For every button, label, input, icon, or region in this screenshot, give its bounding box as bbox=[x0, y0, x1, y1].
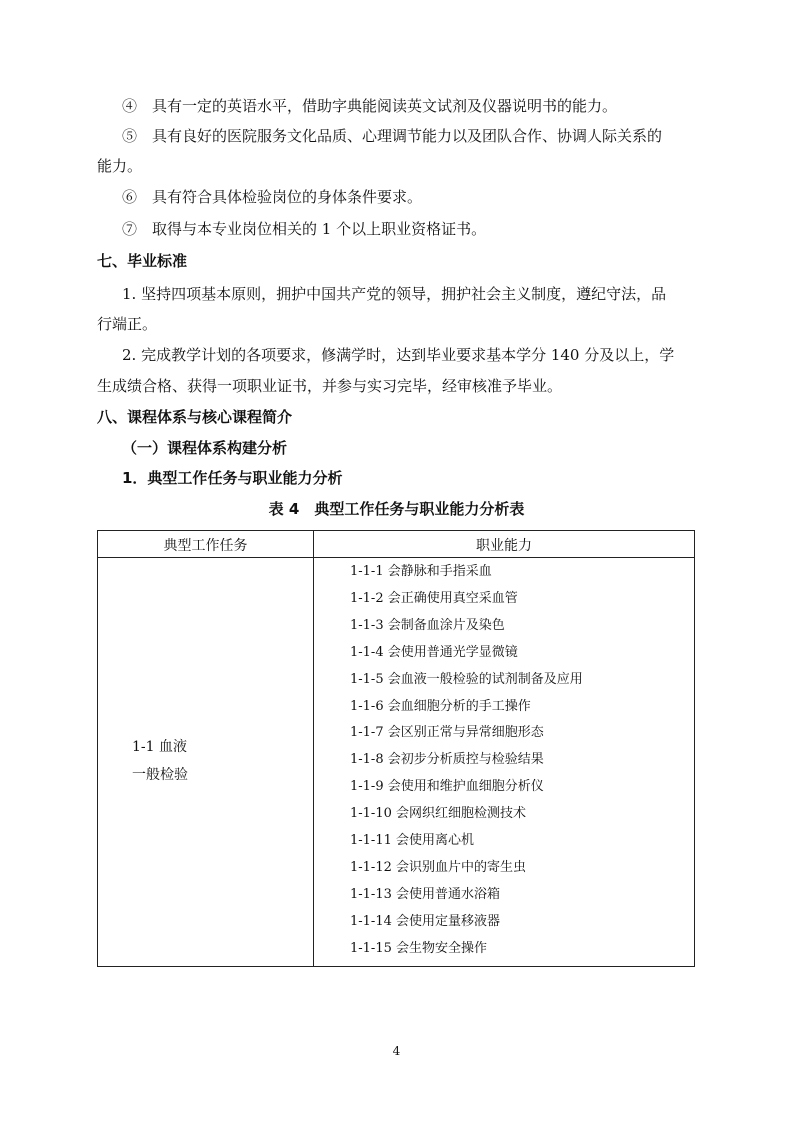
paragraph-item-4: ④ 具有一定的英语水平，借助字典能阅读英文试剂及仪器说明书的能力。 bbox=[122, 97, 618, 115]
table-header-ability: 职业能力 bbox=[476, 538, 532, 554]
graduation-item-2: 2. 完成教学计划的各项要求，修满学时，达到毕业要求基本学分 140 分及以上，学 bbox=[122, 346, 675, 364]
ability-item: 1-1-10 会网织红细胞检测技术 bbox=[350, 806, 527, 822]
paragraph-item-7: ⑦ 取得与本专业岗位相关的 1 个以上职业资格证书。 bbox=[122, 220, 487, 238]
graduation-item-2-cont: 生成绩合格、获得一项职业证书，并参与实习完毕，经审核准予毕业。 bbox=[97, 377, 563, 395]
task-label-line2: 一般检验 bbox=[132, 767, 188, 783]
graduation-item-1: 1. 坚持四项基本原则，拥护中国共产党的领导，拥护社会主义制度，遵纪守法，品 bbox=[122, 285, 667, 303]
ability-item: 1-1-14 会使用定量移液器 bbox=[350, 913, 501, 929]
ability-item: 1-1-2 会正确使用真空采血管 bbox=[350, 590, 518, 606]
ability-item: 1-1-3 会制备血涂片及染色 bbox=[350, 617, 505, 633]
ability-item: 1-1-1 会静脉和手指采血 bbox=[350, 564, 492, 579]
section-heading-graduation: 七、毕业标准 bbox=[97, 252, 188, 270]
ability-item: 1-1-7 会区别正常与异常细胞形态 bbox=[350, 725, 544, 741]
ability-item: 1-1-13 会使用普通水浴箱 bbox=[350, 886, 501, 902]
page-number: 4 bbox=[392, 1044, 401, 1058]
table-title: 表 4 典型工作任务与职业能力分析表 bbox=[268, 500, 525, 518]
paragraph-item-6: ⑥ 具有符合具体检验岗位的身体条件要求。 bbox=[122, 188, 423, 206]
section-heading-curriculum: 八、课程体系与核心课程简介 bbox=[97, 408, 293, 426]
ability-item: 1-1-12 会识别血片中的寄生虫 bbox=[350, 859, 527, 875]
ability-item: 1-1-8 会初步分析质控与检验结果 bbox=[350, 752, 544, 768]
ability-item: 1-1-11 会使用离心机 bbox=[350, 833, 475, 848]
ability-item: 1-1-15 会生物安全操作 bbox=[350, 940, 488, 956]
table-column-divider bbox=[313, 531, 314, 966]
ability-item: 1-1-9 会使用和维护血细胞分析仪 bbox=[350, 779, 544, 795]
subsection-heading: （一）课程体系构建分析 bbox=[122, 439, 288, 457]
paragraph-item-5-cont: 能力。 bbox=[97, 157, 143, 175]
ability-item: 1-1-6 会血细胞分析的手工操作 bbox=[350, 698, 531, 714]
analysis-table bbox=[97, 530, 695, 967]
ability-item: 1-1-5 会血液一般检验的试剂制备及应用 bbox=[350, 671, 583, 687]
graduation-item-1-cont: 行端正。 bbox=[97, 315, 158, 333]
task-label-line1: 1-1 血液 bbox=[132, 739, 187, 755]
ability-item: 1-1-4 会使用普通光学显微镜 bbox=[350, 644, 518, 660]
sub-subsection-heading: 1．典型工作任务与职业能力分析 bbox=[122, 469, 343, 487]
table-header-divider bbox=[98, 557, 694, 558]
table-header-task: 典型工作任务 bbox=[163, 538, 248, 554]
paragraph-item-5: ⑤ 具有良好的医院服务文化品质、心理调节能力以及团队合作、协调人际关系的 bbox=[122, 127, 663, 145]
